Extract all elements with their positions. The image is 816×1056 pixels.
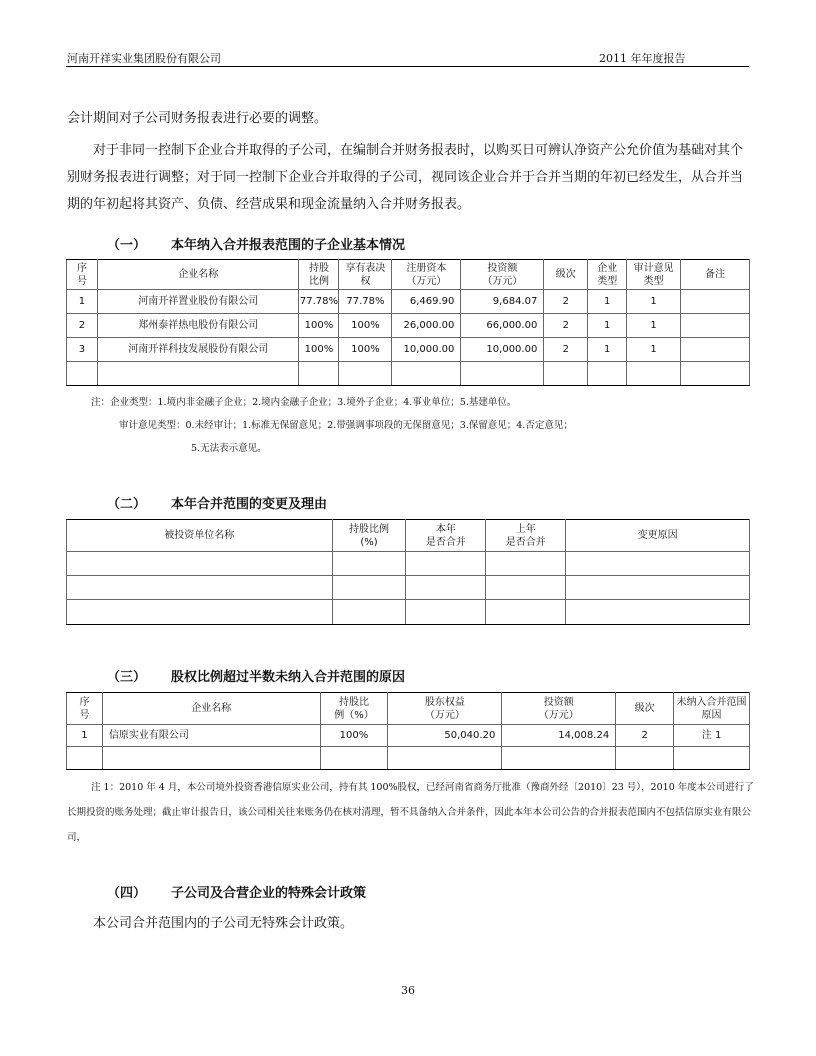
table-row-empty — [67, 576, 750, 600]
col-voting: 享有表决 权 — [339, 260, 392, 290]
col-reason: 未纳入合并范围 原因 — [674, 693, 750, 725]
table-row-empty — [67, 747, 750, 770]
col-investment: 投资额 （万元） — [461, 260, 544, 290]
scope-change-table — [66, 519, 750, 625]
col-level: 级次 — [616, 693, 674, 725]
col-name: 企业名称 — [97, 260, 299, 290]
col-remark: 备注 — [681, 260, 750, 290]
section-1-heading — [107, 234, 405, 253]
table-row: 1 信原实业有限公司 100% 50,040.20 14,008.24 2 注 1 — [67, 725, 750, 747]
col-audit: 审计意见 类型 — [627, 260, 681, 290]
section-4-number: （四） — [107, 886, 147, 901]
col-capital: 注册资本 （万元） — [392, 260, 461, 290]
intro-line-1: 会计期间对子公司财务报表进行必要的调整。 — [67, 111, 328, 126]
table-row-empty — [67, 362, 750, 386]
intro-text — [67, 105, 755, 218]
col-holding: 持股 比例 — [299, 260, 339, 290]
col-holding: 持股比 例（%） — [320, 693, 388, 725]
section-1-title: 本年纳入合并报表范围的子企业基本情况 — [171, 238, 406, 253]
unconsolidated-table — [66, 692, 750, 770]
section-3-note: 注 1：2010 年 4 月，本公司境外投资香港信原实业公司，持有其 100%股权，已经河南省商务厅批准（豫商外经〔2010〕23 号），2010 年度本公司进行了长期投资的账务处理；截止审计报告日，该公司相关往来账务仍在核对清理，暂不具备纳入合并条件，因此本年本公司公告的合并报表范围内不包括信原实业有限公司， — [67, 782, 754, 843]
col-change-reason: 变更原因 — [566, 520, 750, 552]
col-type: 企业 类型 — [588, 260, 627, 290]
table-row-empty — [67, 600, 750, 625]
intro-paragraph-2: 对于非同一控制下企业合并取得的子公司，在编制合并财务报表时，以购买日可辨认净资产公允价值为基础对其个别财务报表进行调整；对于同一控制下企业合并取得的子公司，视同该企业合并于合并当期的年初已经发生，从合并当期的年初起将其资产、负债、经营成果和现金流量纳入合并财务报表。 — [67, 143, 744, 212]
subsidiary-table — [66, 259, 750, 386]
section-4-heading — [107, 882, 366, 901]
table-header-row — [67, 260, 750, 290]
table-header-row — [67, 520, 750, 552]
col-investment: 投资额 （万元） — [502, 693, 616, 725]
section-4-title: 子公司及合营企业的特殊会计政策 — [171, 886, 367, 901]
table-row: 1 河南开祥置业股份有限公司 77.78% 77.78% 6,469.90 9,684.07 2 1 1 — [67, 290, 750, 314]
header-rule — [66, 66, 749, 67]
col-level: 级次 — [544, 260, 588, 290]
section-2-number: （二） — [107, 497, 147, 512]
col-this-year: 本年 是否合并 — [406, 520, 486, 552]
col-seq: 序 号 — [67, 693, 103, 725]
table-header-row — [67, 693, 750, 725]
section-2-heading — [107, 493, 327, 512]
section-4-text: 本公司合并范围内的子公司无特殊会计政策。 — [93, 916, 354, 931]
section-1-note-1: 注：企业类型：1.境内非金融子企业；2.境内金融子企业；3.境外子企业；4.事业单位；5.基建单位。 — [91, 397, 517, 408]
header-company: 河南开祥实业集团股份有限公司 — [67, 52, 221, 65]
section-3-title: 股权比例超过半数未纳入合并范围的原因 — [171, 670, 406, 685]
section-1-note-3: 5.无法表示意见。 — [191, 443, 267, 454]
section-1-note-2: 审计意见类型：0.未经审计；1.标准无保留意见；2.带强调事项段的无保留意见；3.保留意见；4.否定意见； — [119, 420, 573, 431]
page-number: 36 — [401, 984, 415, 997]
col-last-year: 上年 是否合并 — [486, 520, 566, 552]
col-seq: 序 号 — [67, 260, 98, 290]
section-2-title: 本年合并范围的变更及理由 — [171, 497, 328, 512]
table-row: 3 河南开祥科技发展股份有限公司 100% 100% 10,000.00 10,000.00 2 1 1 — [67, 338, 750, 362]
section-1-number: （一） — [107, 238, 147, 253]
col-equity: 股东权益 （万元） — [388, 693, 502, 725]
header-report-title: 2011 年年度报告 — [599, 52, 686, 65]
section-3-heading — [107, 666, 405, 685]
section-3-number: （三） — [107, 670, 147, 685]
col-name: 企业名称 — [102, 693, 320, 725]
table-row-empty — [67, 552, 750, 576]
table-row: 2 郑州泰祥热电股份有限公司 100% 100% 26,000.00 66,000.00 2 1 1 — [67, 314, 750, 338]
col-investee-name: 被投资单位名称 — [67, 520, 333, 552]
col-holding: 持股比例 (%) — [332, 520, 406, 552]
